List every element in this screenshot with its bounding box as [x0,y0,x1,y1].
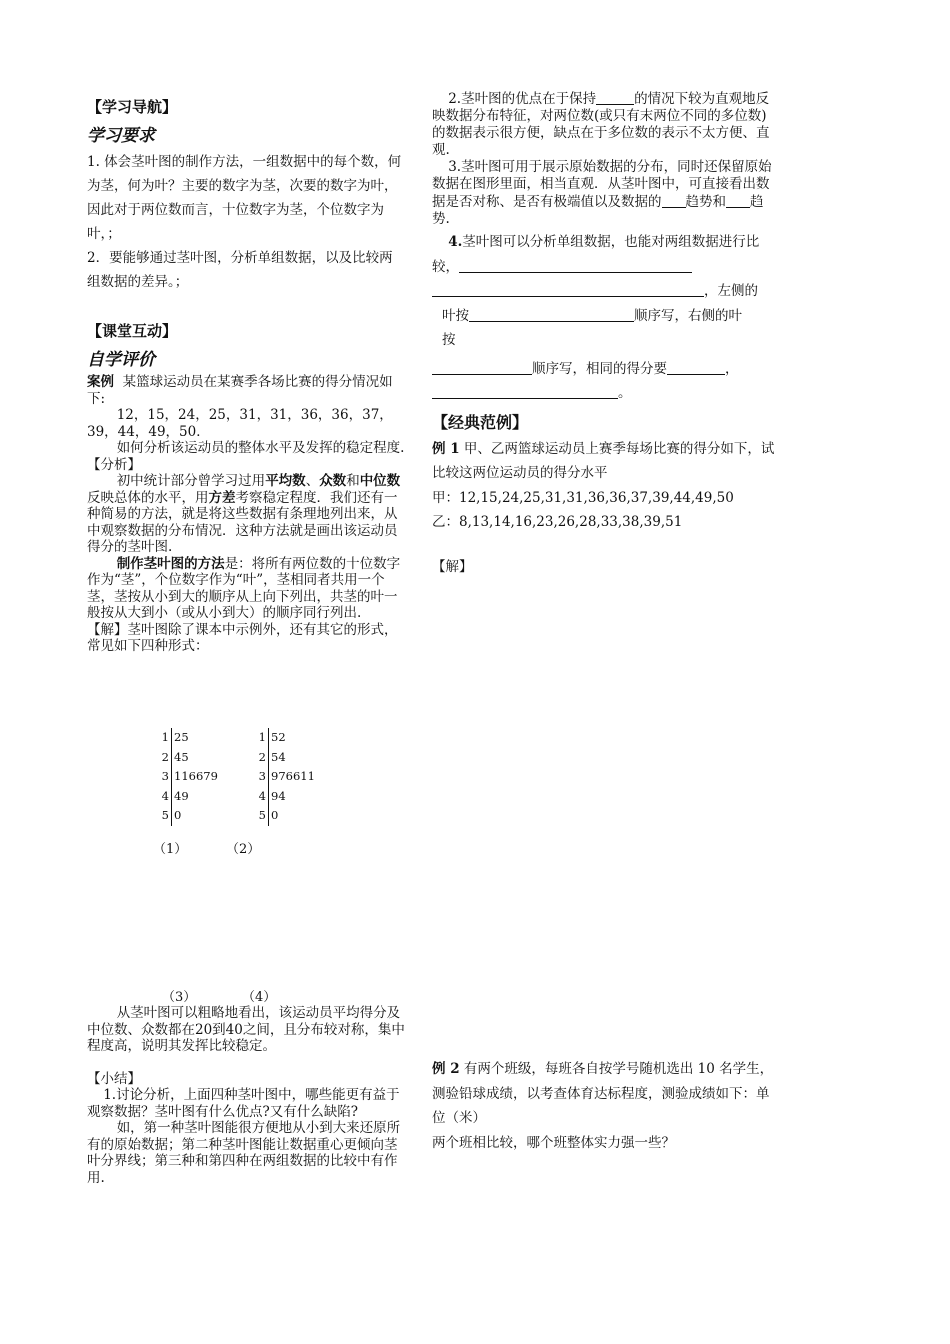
leaf: 94 [271,788,286,803]
stem: 4 [254,787,269,807]
point-2-text-a: 2.茎叶图的优点在于保持 [448,91,597,107]
point-4-line-1 [432,230,777,279]
fill-blank[interactable] [662,193,686,208]
analysis-paragraph [87,473,405,556]
solution-paragraph [87,622,405,655]
right-column [432,90,777,579]
analysis-label: 【分析】 [87,456,141,473]
method-paragraph [87,556,405,622]
fill-blank[interactable] [726,193,750,208]
classic-examples-heading: 【经典范例】 [432,412,529,432]
left-column-bottom [87,1005,405,1186]
case-data: 12，15，24，25，31，31，36，36，37，39，44，49，50． [87,407,393,440]
point-4-line-5 [432,357,777,382]
leaf: 25 [174,730,189,744]
point-4-text-d: 顺序写，右侧的叶 [634,307,742,324]
stem: 5 [254,806,269,826]
analysis-text-1: 初中统计部分曾学习过用 [116,473,266,489]
stem-leaf-plot-2 [254,728,315,826]
fill-blank[interactable] [469,307,634,322]
method-label: 制作茎叶图的方法 [116,555,225,572]
leaf: 116679 [174,769,218,783]
point-4-text-c: 叶按 [442,307,469,324]
analysis-text-3: 考察稳定程度．我们还有一种简易的方法，就是将这些数据有条理地列出来，从中观察数据的分布情况．这种方法就是画出该运动员得分的茎叶图. [87,489,398,555]
point-4-text-h: 。 [618,385,632,401]
example-1-paragraph [432,437,777,486]
keyword-mean: 平均数 [265,473,306,489]
fill-blank[interactable] [432,282,704,297]
stem: 1 [254,728,269,748]
leaf: 0 [271,808,279,822]
stem: 2 [254,748,269,768]
right-column-bottom [432,1057,777,1155]
plot-label-4: （4） [242,990,277,1005]
solution-text: 茎叶图除了课本中示例外，还有其它的形式，常见如下四种形式： [87,621,398,654]
keyword-mode: 众数 [319,473,347,489]
class-interaction-heading: 【课堂互动】 [87,322,178,340]
point-4-text-f: 顺序写，相同的得分要 [532,360,667,377]
leaf: 49 [174,788,189,803]
point-4-number: 4. [448,234,463,250]
point-4-text-e: 按 [442,332,456,348]
case-text: 某篮球运动员在某赛季各场比赛的得分情况如下: [87,374,393,407]
fill-blank[interactable] [667,360,725,375]
example-2-text: 有两个班级，每班各自按学号随机选出 10 名学生，测验铅球成绩，以考查体育达标程度，测验成绩如下：单位（米） [432,1061,774,1126]
summary-question: 1.讨论分析，上面四种茎叶图中，哪些能更有益于观察数据？茎叶图有什么优点?又有什么缺陷? [87,1087,400,1120]
summary-label: 【小结】 [87,1070,141,1087]
leaf: 0 [174,808,182,822]
example-1-solution-label: 【解】 [432,558,473,575]
method-text: 是：将所有两位数的十位数字作为“茎”，个位数字作为“叶”，茎相同者共用一个茎，茎按从小到大的顺序从上向下列出，共茎的叶一般按从大到小（或从小到大）的顺序同行列出. [87,555,401,621]
point-4-text-b: ，左侧的 [704,283,758,299]
stem: 2 [157,748,172,768]
nav-heading: 【学习导航】 [87,98,178,116]
fill-blank[interactable] [459,258,692,273]
stem: 3 [157,767,172,787]
leaf: 45 [174,749,189,764]
stem: 5 [157,806,172,826]
leaf: 52 [271,730,286,744]
example-2-paragraph [432,1057,777,1131]
requirement-1: 1. 体会茎叶图的制作方法，一组数据中的每个数，何为茎，何为叶？主要的数字为茎，次要的数字为叶，因此对于两位数而言，十位数字为茎，个位数字为叶，； [87,154,402,242]
example-2-label: 例 2 [432,1061,460,1077]
point-4-line-3 [432,304,777,329]
plot-label-2: （2） [226,842,261,857]
case-paragraph [87,374,405,407]
conclusion-paragraph: 从茎叶图可以粗略地看出，该运动员平均得分及中位数、众数都在20到40之间，且分布较对称，集中程度高，说明其发挥比较稳定。 [87,1005,405,1054]
keyword-median: 中位数 [359,473,401,489]
solution-label: 【解】 [87,621,128,638]
stem: 3 [254,767,269,787]
plot-label-3: （3） [162,990,197,1005]
point-3-text-c: 趋势. [432,194,764,227]
example-1-label: 例 1 [432,440,460,457]
point-3-text-a: 3.茎叶图可用于展示原始数据的分布，同时还保留原始数据在图形里面，相当直观．从茎叶图中，可直接看出数据是否对称、是否有极端值以及数据的 [432,159,772,210]
stem: 1 [157,728,172,748]
point-4-text-a: 茎叶图可以分析单组数据，也能对两组数据进行比较， [432,234,760,275]
summary-answer: 如，第一种茎叶图能很方便地从小到大来还原所有的原始数据；第二种茎叶图能让数据重心更倾向茎叶分界线；第三种和第四种在两组数据的比较中有作用. [87,1120,401,1186]
fill-blank[interactable] [596,90,634,105]
left-column [87,90,405,655]
conjunction: 和 [346,473,360,489]
case-label: 案例 [87,374,114,390]
example-1-data-jia: 甲：12,15,24,25,31,31,36,36,37,39,44,49,50 [432,489,734,506]
point-4-line-4 [432,328,777,353]
point-3-paragraph [432,159,777,228]
stem-leaf-plot-1 [157,728,218,826]
point-4-line-6 [432,381,777,406]
point-2-text-b: 的情况下较为直观地反映数据分布特征，对两位数(或只有末两位不同的多位数)的数据表示很方便，缺点在于多位数的表示不太方便、直观. [432,91,770,158]
point-2-paragraph [432,90,777,159]
requirements-heading: 学习要求 [87,126,155,146]
leaf: 54 [271,749,286,764]
requirement-2: 2．要能够通过茎叶图，分析单组数据，以及比较两组数据的差异。； [87,250,393,290]
point-4-text-g: ， [725,360,739,377]
self-evaluation-heading: 自学评价 [87,350,155,370]
fill-blank[interactable] [432,384,618,399]
analysis-text-2: 反映总体的水平，用 [87,489,209,506]
plot-label-1: （1） [153,842,188,857]
point-4-line-2 [432,279,777,304]
case-question: 如何分析该运动员的整体水平及发挥的稳定程度. [116,440,405,456]
point-3-text-b: 趋势和 [685,194,726,210]
fill-blank[interactable] [432,360,532,375]
keyword-variance: 方差 [208,489,236,506]
stem: 4 [157,787,172,807]
example-1-data-yi: 乙：8,13,14,16,23,26,28,33,38,39,51 [432,514,683,530]
separator: 、 [305,473,320,489]
example-2-question: 两个班相比较，哪个班整体实力强一些？ [432,1134,675,1151]
example-1-text: 甲、乙两篮球运动员上赛季每场比赛的得分如下，试比较这两位运动员的得分水平 [432,440,775,481]
leaf: 976611 [271,769,315,783]
